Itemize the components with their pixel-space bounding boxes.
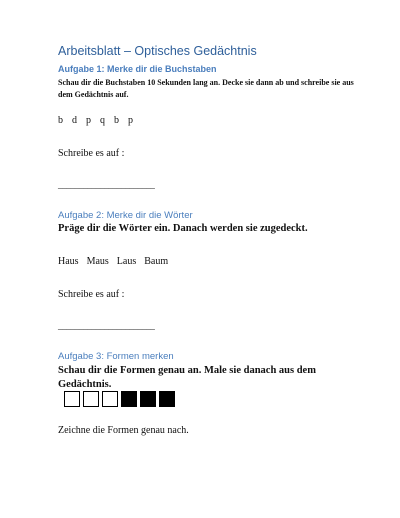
task2-prompt: Schreibe es auf :: [58, 289, 125, 300]
task1-instruction: Schau dir die Buchstaben 10 Sekunden lang an. Decke sie dann ab und schreibe sie aus dem Gedächtnis auf.: [58, 78, 354, 99]
worksheet-title: Arbeitsblatt – Optisches Gedächtnis: [58, 44, 257, 58]
task1-heading: Aufgabe 1: Merke dir die Buchstaben: [58, 64, 217, 74]
filled-square-shape: [140, 391, 156, 407]
task1-letter-row: [58, 115, 142, 126]
empty-square-shape: [64, 391, 80, 407]
letter-item: b: [114, 115, 119, 126]
letter-item: p: [86, 115, 91, 126]
task2-instruction: Präge dir die Wörter ein. Danach werden sie zugedeckt.: [58, 223, 308, 234]
letter-item: d: [72, 115, 77, 126]
filled-square-shape: [159, 391, 175, 407]
task2-heading: Aufgabe 2: Merke dir die Wörter: [58, 210, 193, 221]
letter-item: b: [58, 115, 63, 126]
task1-prompt: Schreibe es auf :: [58, 148, 125, 159]
filled-square-shape: [121, 391, 137, 407]
word-item: Laus: [116, 256, 137, 267]
task3-prompt: Zeichne die Formen genau nach.: [58, 425, 189, 436]
task3-heading: Aufgabe 3: Formen merken: [58, 351, 174, 362]
task2-word-row: [58, 256, 176, 267]
word-item: Haus: [58, 256, 79, 267]
letter-item: p: [128, 115, 133, 126]
word-item: Baum: [144, 256, 169, 267]
task2-answer-line: _______________________: [58, 321, 155, 331]
task3-instruction: Schau dir die Formen genau an. Male sie danach aus dem Gedächtnis.: [58, 365, 316, 390]
empty-square-shape: [102, 391, 118, 407]
task1-answer-line: _______________________: [58, 180, 155, 190]
word-item: Maus: [86, 256, 109, 267]
empty-square-shape: [83, 391, 99, 407]
task3-shape-row: [64, 391, 175, 407]
letter-item: q: [100, 115, 105, 126]
